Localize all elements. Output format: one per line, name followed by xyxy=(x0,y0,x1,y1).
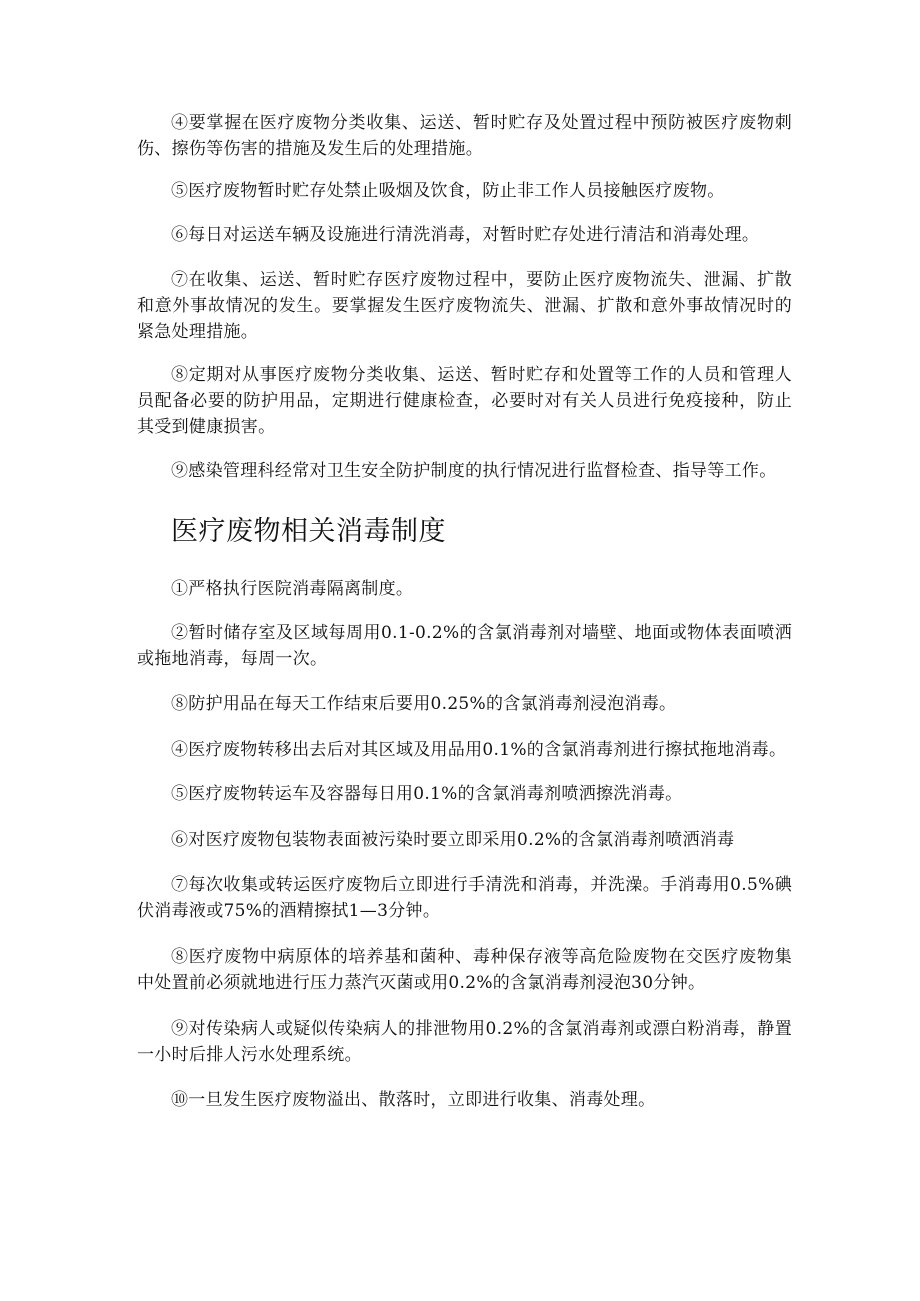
rule-item-8: ⑧医疗废物中病原体的培养基和菌种、毒种保存液等高危险废物在交医疗废物集中处置前必须就地进行压力蒸汽灭菌或用0.2%的含氯消毒剂浸泡30分钟。 xyxy=(137,947,792,993)
rule-item-1: ①严格执行医院消毒隔离制度。 xyxy=(171,579,414,599)
section-heading: 医疗废物相关消毒制度 xyxy=(171,516,446,547)
rule-item-2: ②暂时储存室及区域每周用0.1-0.2%的含氯消毒剂对墙壁、地面或物体表面喷洒或拖地消毒，每周一次。 xyxy=(137,623,792,669)
paragraph-item-9: ⑨感染管理科经常对卫生安全防护制度的执行情况进行监督检查、指导等工作。 xyxy=(171,461,777,481)
document-body xyxy=(137,110,792,1113)
rule-item-7: ⑦每次收集或转运医疗废物后立即进行手清洗和消毒，并洗澡。手消毒用0.5%碘伏消毒液或75%的酒精擦拭1—3分钟。 xyxy=(137,875,792,921)
section-disinfection-rules xyxy=(137,576,792,1113)
paragraph-item-7: ⑦在收集、运送、暂时贮存医疗废物过程中，要防止医疗废物流失、泄漏、扩散和意外事故情况的发生。要掌握发生医疗废物流失、泄漏、扩散和意外事故情况时的紧急处理措施。 xyxy=(137,270,792,342)
rule-item-3: ⑧防护用品在每天工作结束后要用0.25%的含氯消毒剂浸泡消毒。 xyxy=(171,694,677,714)
rule-item-5: ⑤医疗废物转运车及容器每日用0.1%的含氯消毒剂喷洒擦洗消毒。 xyxy=(171,784,683,804)
rule-item-10: ⑩一旦发生医疗废物溢出、散落时，立即进行收集、消毒处理。 xyxy=(171,1090,656,1110)
rule-item-6: ⑥对医疗废物包装物表面被污染时要立即采用0.2%的含氯消毒剂喷洒消毒 xyxy=(171,830,735,850)
paragraph-item-4: ④要掌握在医疗废物分类收集、运送、暂时贮存及处置过程中预防被医疗废物刺伤、擦伤等伤害的措施及发生后的处理措施。 xyxy=(137,113,792,159)
paragraph-item-6: ⑥每日对运送车辆及设施进行清洗消毒，对暂时贮存处进行清洁和消毒处理。 xyxy=(171,225,760,245)
paragraph-item-5: ⑤医疗废物暂时贮存处禁止吸烟及饮食，防止非工作人员接触医疗废物。 xyxy=(171,181,725,201)
paragraph-item-8: ⑧定期对从事医疗废物分类收集、运送、暂时贮存和处置等工作的人员和管理人员配备必要的防护用品，定期进行健康检查，必要时对有关人员进行免疫接种，防止其受到健康损害。 xyxy=(137,365,792,437)
rule-item-9: ⑨对传染病人或疑似传染病人的排泄物用0.2%的含氯消毒剂或漂白粉消毒，静置一小时后排人污水处理系统。 xyxy=(137,1019,792,1065)
rule-item-4: ④医疗废物转移出去后对其区域及用品用0.1%的含氯消毒剂进行擦拭拖地消毒。 xyxy=(171,740,787,760)
section-protection-measures xyxy=(137,110,792,484)
